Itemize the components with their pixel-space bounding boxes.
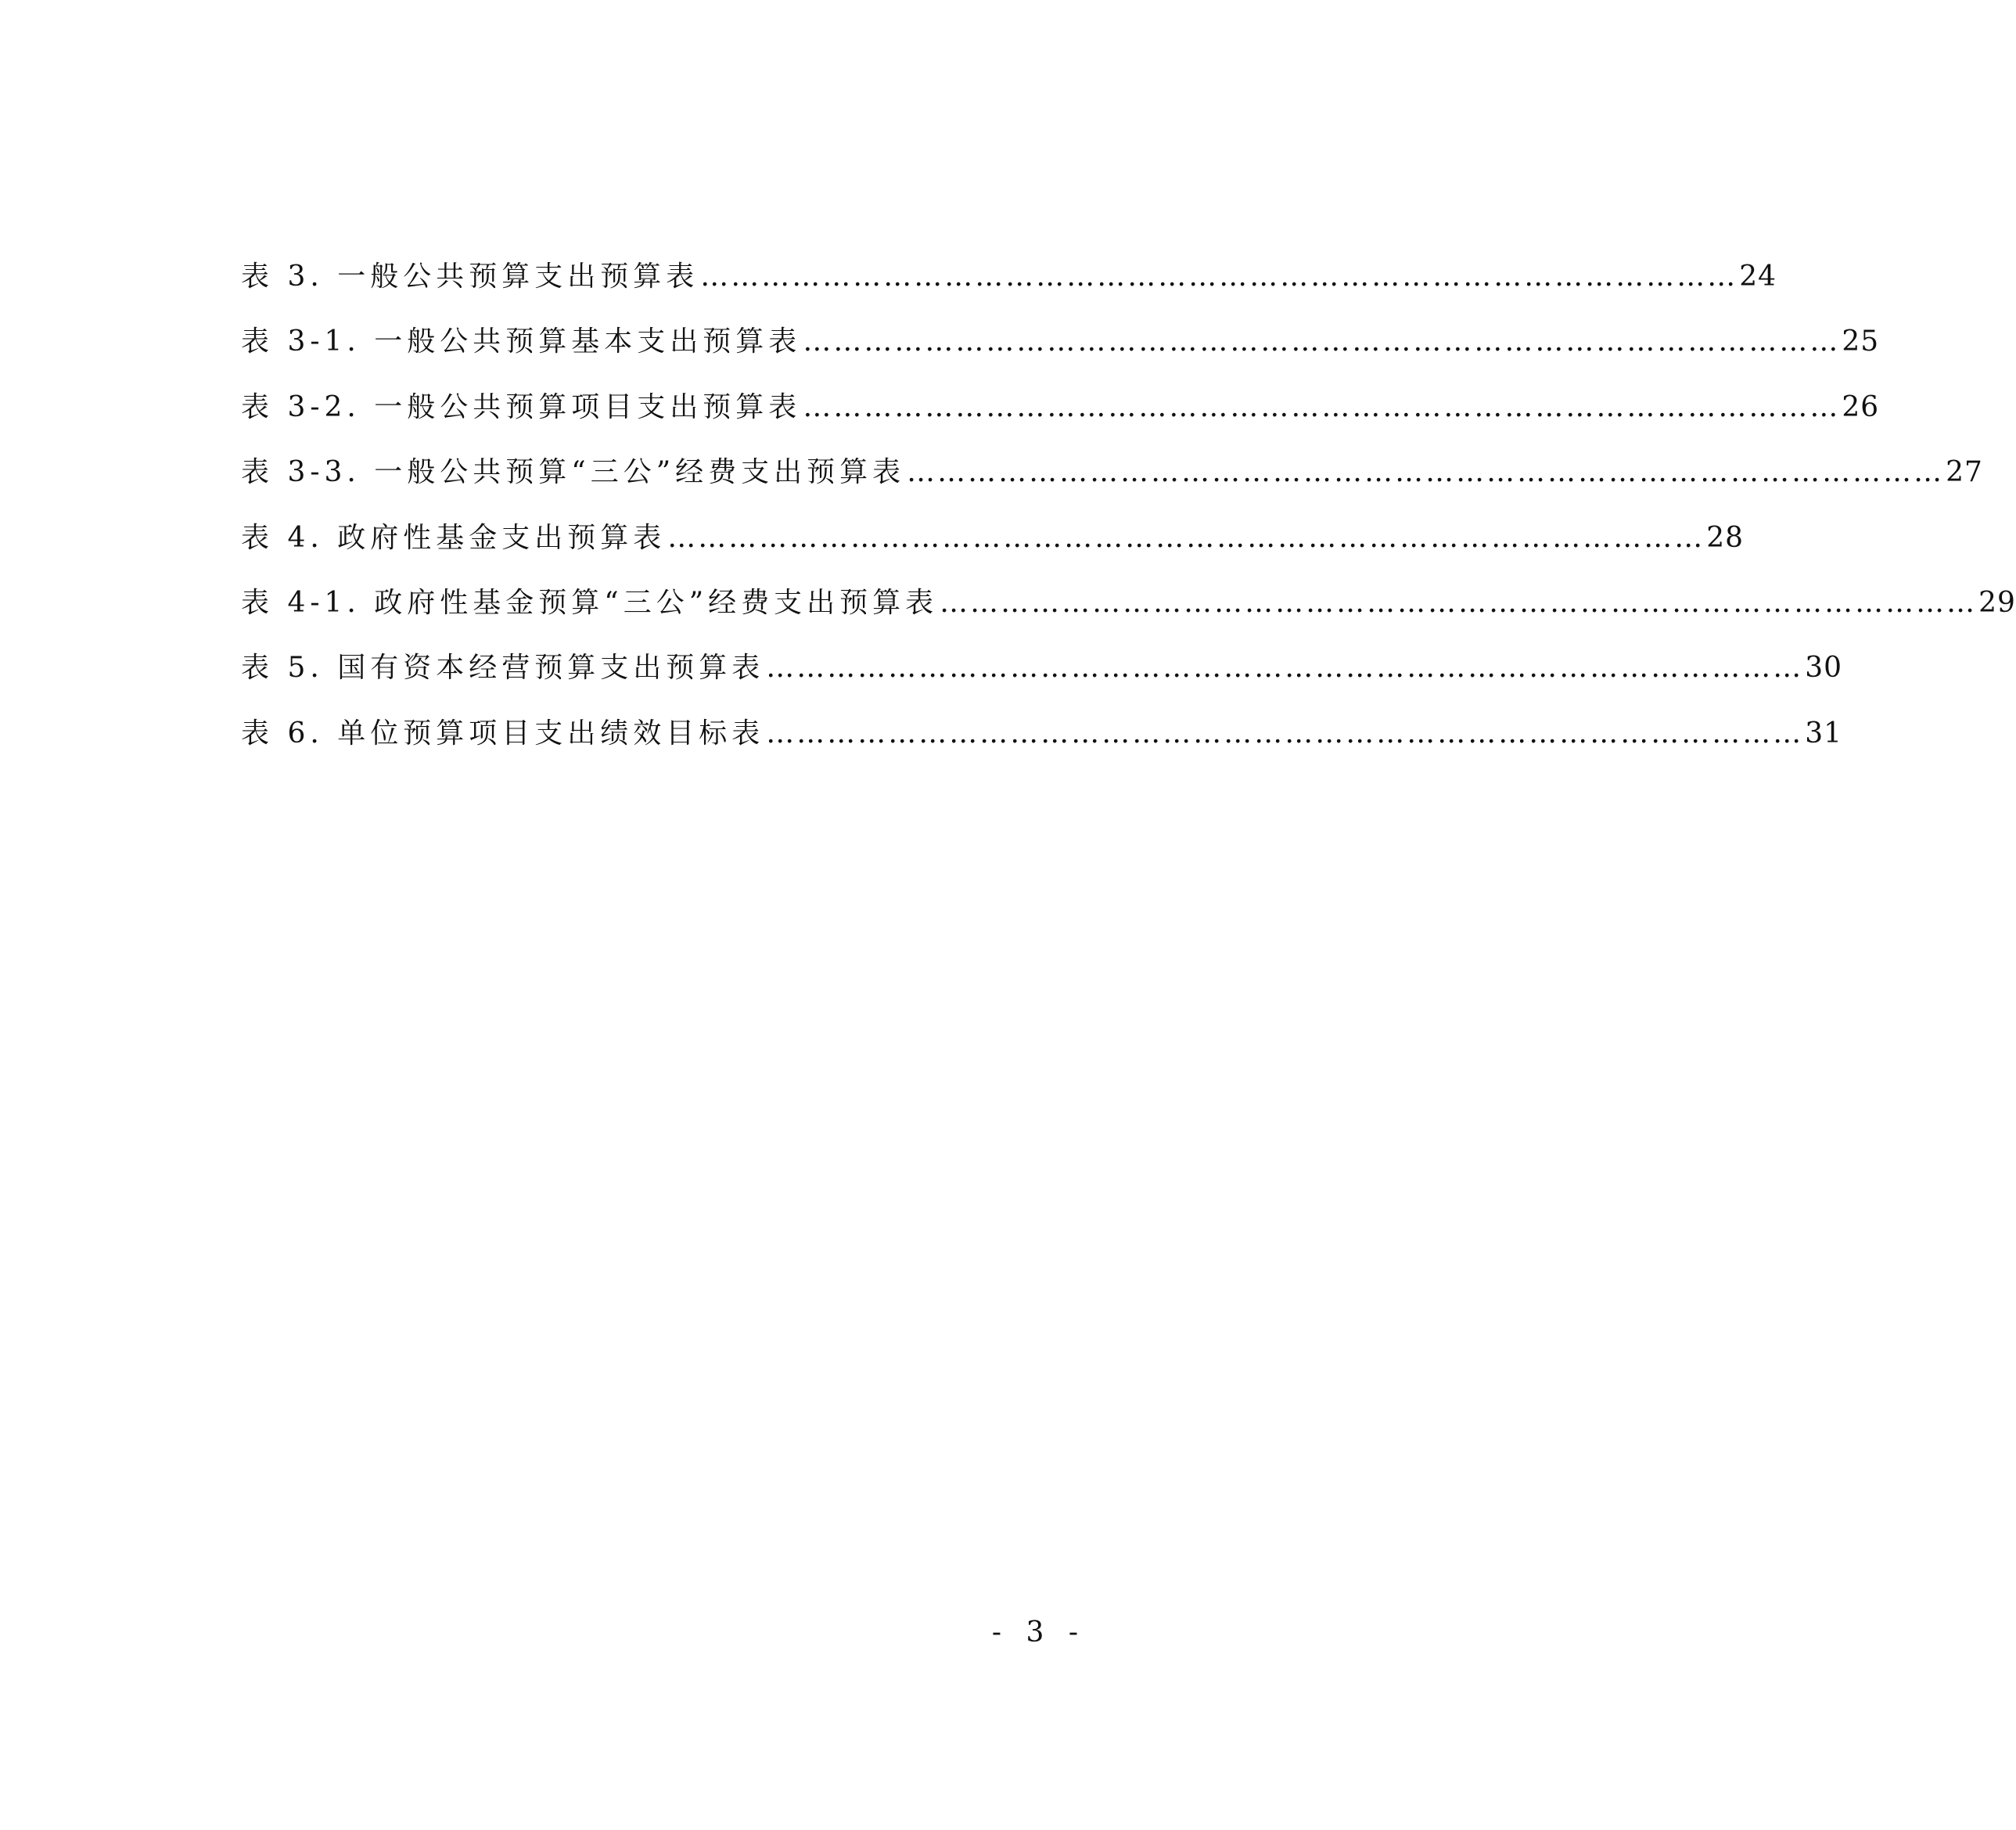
toc-entry-page: 27 xyxy=(1946,456,1983,489)
toc-entry-page: 30 xyxy=(1805,652,1843,685)
toc-entry-page: 29 xyxy=(1978,586,2016,619)
toc-entry[interactable] xyxy=(241,244,1777,309)
toc-dot-leader: ………………………………………………………………………………………… xyxy=(940,586,1978,619)
toc-entry-title: 表 3-1. 一般公共预算基本支出预算表 xyxy=(241,325,802,358)
toc-entry[interactable] xyxy=(241,701,1843,766)
toc-entry[interactable] xyxy=(241,375,1880,440)
toc-entry-title: 表 3-3. 一般公共预算“三公”经费支出预算表 xyxy=(241,456,906,489)
toc-entry-page: 24 xyxy=(1739,261,1777,293)
toc-dot-leader: ………………………………………………………………………………………… xyxy=(700,261,1738,293)
toc-entry[interactable] xyxy=(241,570,2016,635)
toc-entry[interactable] xyxy=(241,635,1843,700)
toc-entry[interactable] xyxy=(241,505,1745,570)
toc-entry[interactable] xyxy=(241,440,1983,505)
toc-entry[interactable] xyxy=(241,309,1880,374)
page-number: - 3 - xyxy=(991,1616,1086,1648)
toc-entry-page: 25 xyxy=(1842,325,1880,358)
toc-entry-title: 表 3-2. 一般公共预算项目支出预算表 xyxy=(241,390,802,423)
toc-entry-page: 31 xyxy=(1805,717,1843,750)
toc-dot-leader: ………………………………………………………………………………………… xyxy=(667,521,1705,554)
toc-entry-title: 表 6. 单位预算项目支出绩效目标表 xyxy=(241,717,765,750)
toc-dot-leader: ………………………………………………………………………………………… xyxy=(907,456,1945,489)
toc-entry-page: 28 xyxy=(1706,521,1745,554)
toc-entry-title: 表 3. 一般公共预算支出预算表 xyxy=(241,261,699,293)
table-of-contents xyxy=(241,244,2016,766)
toc-entry-title: 表 4-1. 政府性基金预算“三公”经费支出预算表 xyxy=(241,586,939,619)
toc-dot-leader: ………………………………………………………………………………………… xyxy=(766,717,1804,750)
toc-entry-page: 26 xyxy=(1842,390,1880,423)
toc-dot-leader: ………………………………………………………………………………………… xyxy=(766,652,1804,685)
toc-entry-title: 表 5. 国有资本经营预算支出预算表 xyxy=(241,652,765,685)
toc-dot-leader: ………………………………………………………………………………………… xyxy=(803,390,1841,423)
toc-dot-leader: ………………………………………………………………………………………… xyxy=(803,325,1841,358)
toc-entry-title: 表 4. 政府性基金支出预算表 xyxy=(241,521,667,554)
